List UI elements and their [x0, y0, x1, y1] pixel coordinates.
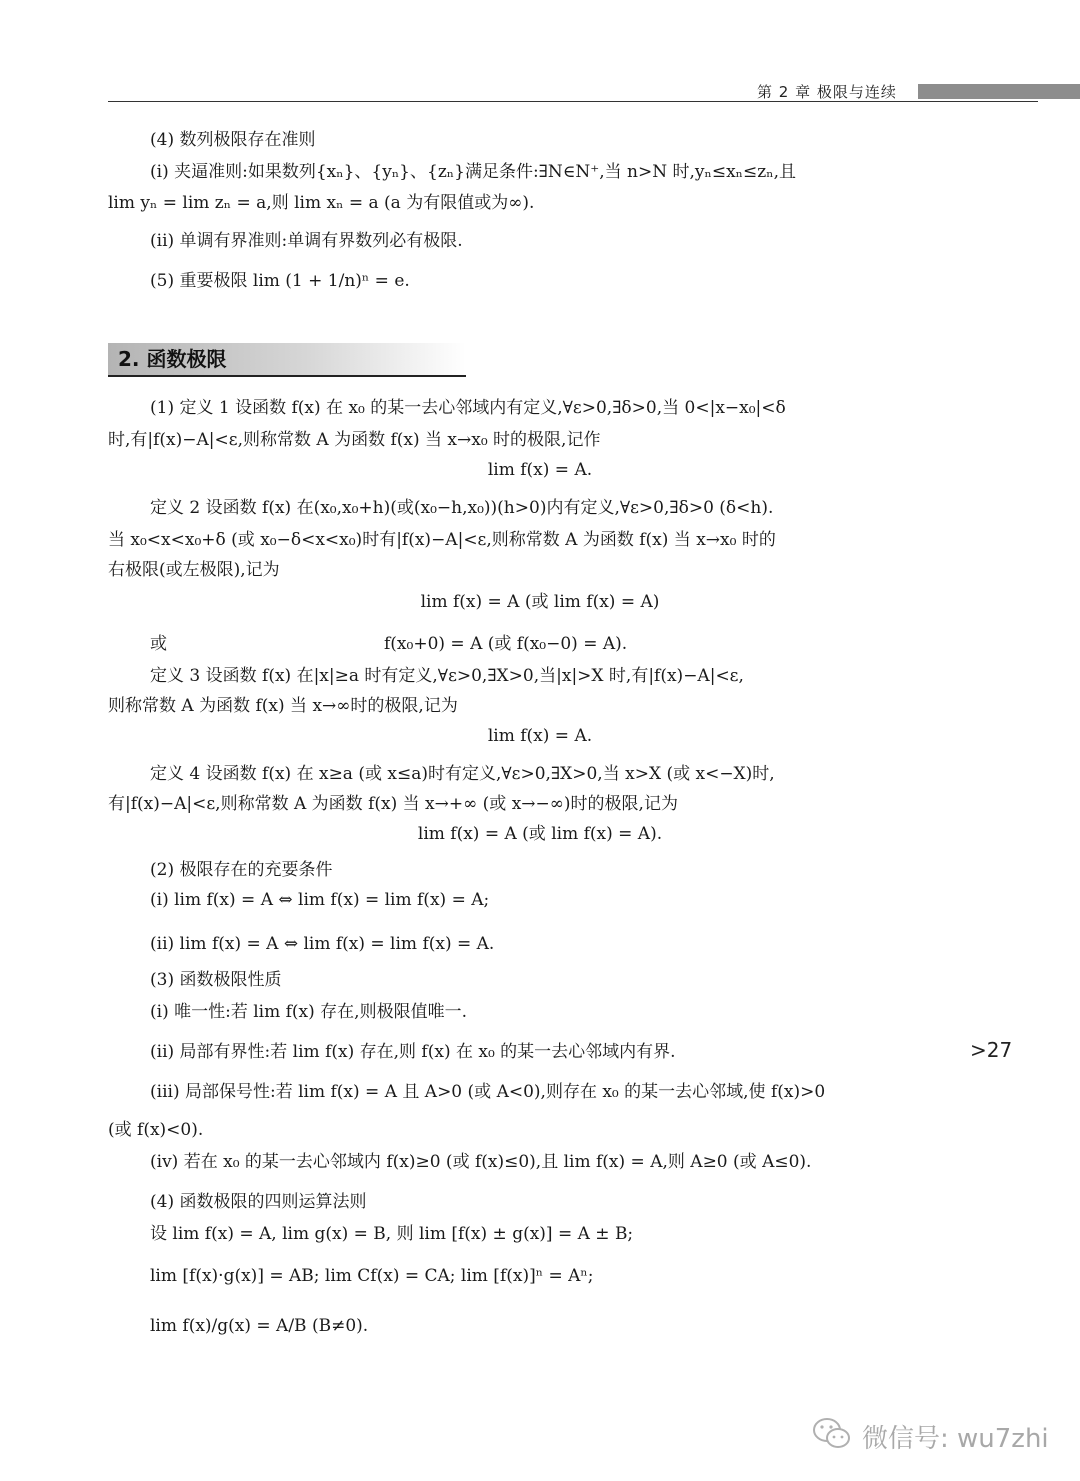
formula-line: lim f(x) = A. — [487, 726, 593, 746]
text-line: (i) lim f(x) = A ⇔ lim f(x) = lim f(x) = A; — [150, 890, 490, 910]
text-line: 或 — [150, 634, 167, 654]
formula-line: f(x₀+0) = A (或 f(x₀−0) = A). — [384, 634, 628, 654]
text-line: (或 f(x)<0). — [108, 1120, 204, 1140]
text-line: (4) 函数极限的四则运算法则 — [150, 1192, 367, 1212]
text-line: (5) 重要极限 lim (1 + 1/n)ⁿ = e. — [150, 271, 410, 291]
formula-line: 设 lim f(x) = A, lim g(x) = B, 则 lim [f(x) ± g(x)] = A ± B; — [150, 1224, 634, 1244]
text-line: (4) 数列极限存在准则 — [150, 130, 316, 150]
text-line: (1) 定义 1 设函数 f(x) 在 x₀ 的某一去心邻域内有定义,∀ε>0,∃δ>0,当 0<|x−x₀|<δ — [150, 398, 786, 418]
running-header: 第 2 章 极限与连续 — [757, 83, 897, 101]
formula-line: lim [f(x)·g(x)] = AB; lim Cf(x) = CA; lim [f(x)]ⁿ = Aⁿ; — [150, 1266, 594, 1286]
text-line: (ii) 单调有界准则:单调有界数列必有极限. — [150, 231, 463, 251]
text-line: 右极限(或左极限),记为 — [108, 560, 280, 580]
page-number: >27 — [970, 1038, 1013, 1062]
text-line: 当 x₀<x<x₀+δ (或 x₀−δ<x<x₀)时有|f(x)−A|<ε,则称常数 A 为函数 f(x) 当 x→x₀ 时的 — [108, 530, 776, 550]
formula-line: lim f(x) = A (或 lim f(x) = A) — [420, 592, 660, 612]
header-rule — [108, 101, 1038, 102]
text-line: 定义 4 设函数 f(x) 在 x≥a (或 x≤a)时有定义,∀ε>0,∃X>0,当 x>X (或 x<−X)时, — [150, 764, 775, 784]
text-line: 时,有|f(x)−A|<ε,则称常数 A 为函数 f(x) 当 x→x₀ 时的极限,记作 — [108, 430, 601, 450]
watermark-text: 微信号: wu7zhi — [862, 1424, 1049, 1454]
header-bar — [918, 84, 1080, 99]
text-line: (ii) 局部有界性:若 lim f(x) 存在,则 f(x) 在 x₀ 的某一去心邻域内有界. — [150, 1042, 676, 1062]
formula-line: lim f(x) = A (或 lim f(x) = A). — [417, 824, 663, 844]
section-heading-rule — [108, 375, 466, 377]
text-line: (3) 函数极限性质 — [150, 970, 282, 990]
text-line: 定义 2 设函数 f(x) 在(x₀,x₀+h)(或(x₀−h,x₀))(h>0)内有定义,∀ε>0,∃δ>0 (δ<h). — [150, 498, 774, 518]
text-line: 有|f(x)−A|<ε,则称常数 A 为函数 f(x) 当 x→+∞ (或 x→−∞)时的极限,记为 — [108, 794, 678, 814]
text-line: (i) 唯一性:若 lim f(x) 存在,则极限值唯一. — [150, 1002, 467, 1022]
text-line: (iv) 若在 x₀ 的某一去心邻域内 f(x)≥0 (或 f(x)≤0),且 lim f(x) = A,则 A≥0 (或 A≤0). — [150, 1152, 812, 1172]
text-line: 则称常数 A 为函数 f(x) 当 x→∞时的极限,记为 — [108, 696, 458, 716]
text-line: (2) 极限存在的充要条件 — [150, 860, 333, 880]
formula-line: lim f(x)/g(x) = A/B (B≠0). — [150, 1316, 369, 1336]
text-line: 定义 3 设函数 f(x) 在|x|≥a 时有定义,∀ε>0,∃X>0,当|x|>X 时,有|f(x)−A|<ε, — [150, 666, 744, 686]
text-line: (iii) 局部保号性:若 lim f(x) = A 且 A>0 (或 A<0),则存在 x₀ 的某一去心邻域,使 f(x)>0 — [150, 1082, 826, 1102]
wechat-icon — [812, 1417, 852, 1451]
text-line: lim yₙ = lim zₙ = a,则 lim xₙ = a (a 为有限值或为∞). — [108, 193, 535, 213]
formula-line: lim f(x) = A. — [487, 460, 593, 480]
section-title: 2. 函数极限 — [118, 347, 227, 371]
text-line: (i) 夹逼准则:如果数列{xₙ}、{yₙ}、{zₙ}满足条件:∃N∈N⁺,当 n>N 时,yₙ≤xₙ≤zₙ,且 — [150, 162, 796, 182]
text-line: (ii) lim f(x) = A ⇔ lim f(x) = lim f(x) = A. — [150, 934, 495, 954]
